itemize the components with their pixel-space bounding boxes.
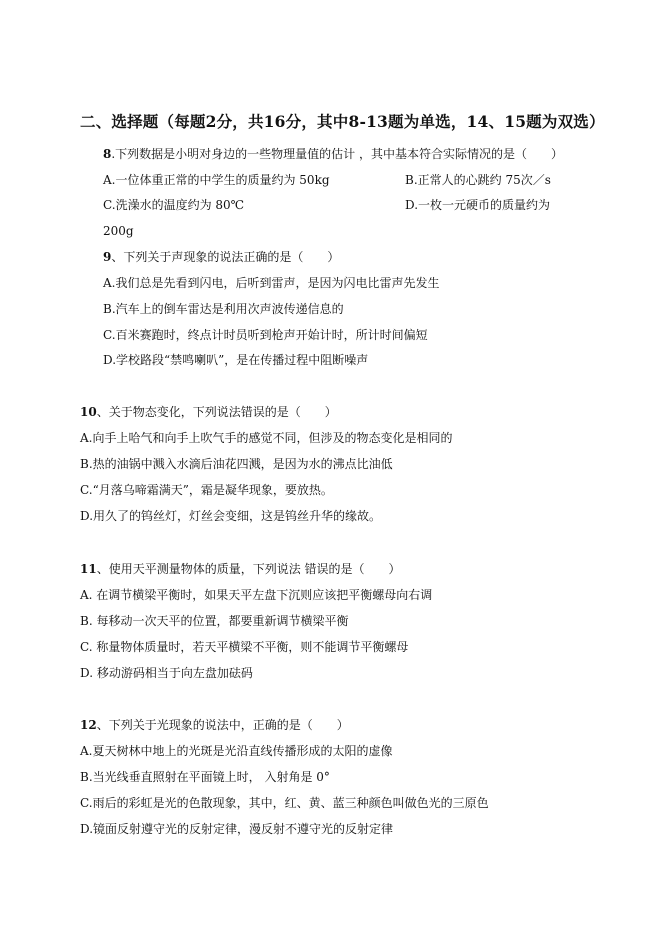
question-8-option-c: C.洗澡水的温度约为 80℃	[103, 198, 245, 212]
question-10-option-b: B.热的油锅中溅入水滴后油花四溅，是因为水的沸点比油低	[80, 457, 393, 471]
question-text: 、使用天平测量物体的质量，下列说法 错误的是（ ）	[96, 562, 401, 576]
question-9-option-a: A.我们总是先看到闪电，后听到雷声，是因为闪电比雷声先发生	[103, 276, 440, 290]
question-text: 、关于物态变化，下列说法错误的是（ ）	[96, 405, 337, 419]
question-9-option-b: B.汽车上的倒车雷达是利用次声波传递信息的	[103, 302, 344, 316]
question-11-option-d: D. 移动游码相当于向左盘加砝码	[80, 666, 253, 680]
question-text: 、下列关于声现象的说法正确的是（ ）	[111, 250, 340, 264]
question-number: 10	[80, 405, 97, 419]
question-number: 9	[103, 250, 112, 264]
question-12-option-c: C.雨后的彩虹是光的色散现象，其中，红、黄、蓝三种颜色叫做色光的三原色	[80, 796, 489, 810]
question-12-option-b: B.当光线垂直照射在平面镜上时， 入射角是 0°	[80, 770, 330, 784]
question-9-stem	[103, 249, 339, 265]
question-number: 12	[80, 718, 97, 732]
question-12-option-d: D.镜面反射遵守光的反射定律，漫反射不遵守光的反射定律	[80, 822, 394, 836]
section-title: 二、选择题（每题2分，共16分，其中8-13题为单选，14、15题为双选）	[80, 112, 605, 131]
question-8-option-a: A.一位体重正常的中学生的质量约为 50kg	[103, 173, 330, 187]
question-11-option-c: C. 称量物体质量时，若天平横梁不平衡，则不能调节平衡螺母	[80, 640, 409, 654]
question-text: .下列数据是小明对身边的一些物理量值的估计 ，其中基本符合实际情况的是（ ）	[111, 147, 563, 161]
question-10-option-c: C.“月落乌啼霜满天”，霜是凝华现象，要放热。	[80, 483, 333, 497]
question-8-option-d: D.一枚一元硬币的质量约为	[405, 198, 551, 212]
question-11-option-b: B. 每移动一次天平的位置，都要重新调节横梁平衡	[80, 614, 349, 628]
question-12-option-a: A.夏天树林中地上的光斑是光沿直线传播形成的太阳的虚像	[80, 744, 393, 758]
question-8-stem	[103, 146, 563, 162]
question-10-option-d: D.用久了的钨丝灯，灯丝会变细，这是钨丝升华的缘故。	[80, 509, 382, 523]
question-9-option-d: D.学校路段“禁鸣喇叭”，是在传播过程中阻断噪声	[103, 353, 369, 367]
question-11-stem	[80, 561, 401, 577]
question-8-option-d-continued: 200g	[103, 224, 134, 238]
question-text: 、下列关于光现象的说法中，正确的是（ ）	[96, 718, 349, 732]
question-10-option-a: A.向手上哈气和向手上吹气手的感觉不同，但涉及的物态变化是相同的	[80, 431, 453, 445]
question-12-stem	[80, 717, 349, 733]
question-8-option-b: B.正常人的心跳约 75次／s	[405, 173, 551, 187]
question-10-stem	[80, 404, 337, 420]
question-number: 8	[103, 147, 112, 161]
question-number: 11	[80, 562, 97, 576]
question-11-option-a: A. 在调节横梁平衡时，如果天平左盘下沉则应该把平衡螺母向右调	[80, 588, 433, 602]
question-9-option-c: C.百米赛跑时，终点计时员听到枪声开始计时，所计时间偏短	[103, 328, 428, 342]
